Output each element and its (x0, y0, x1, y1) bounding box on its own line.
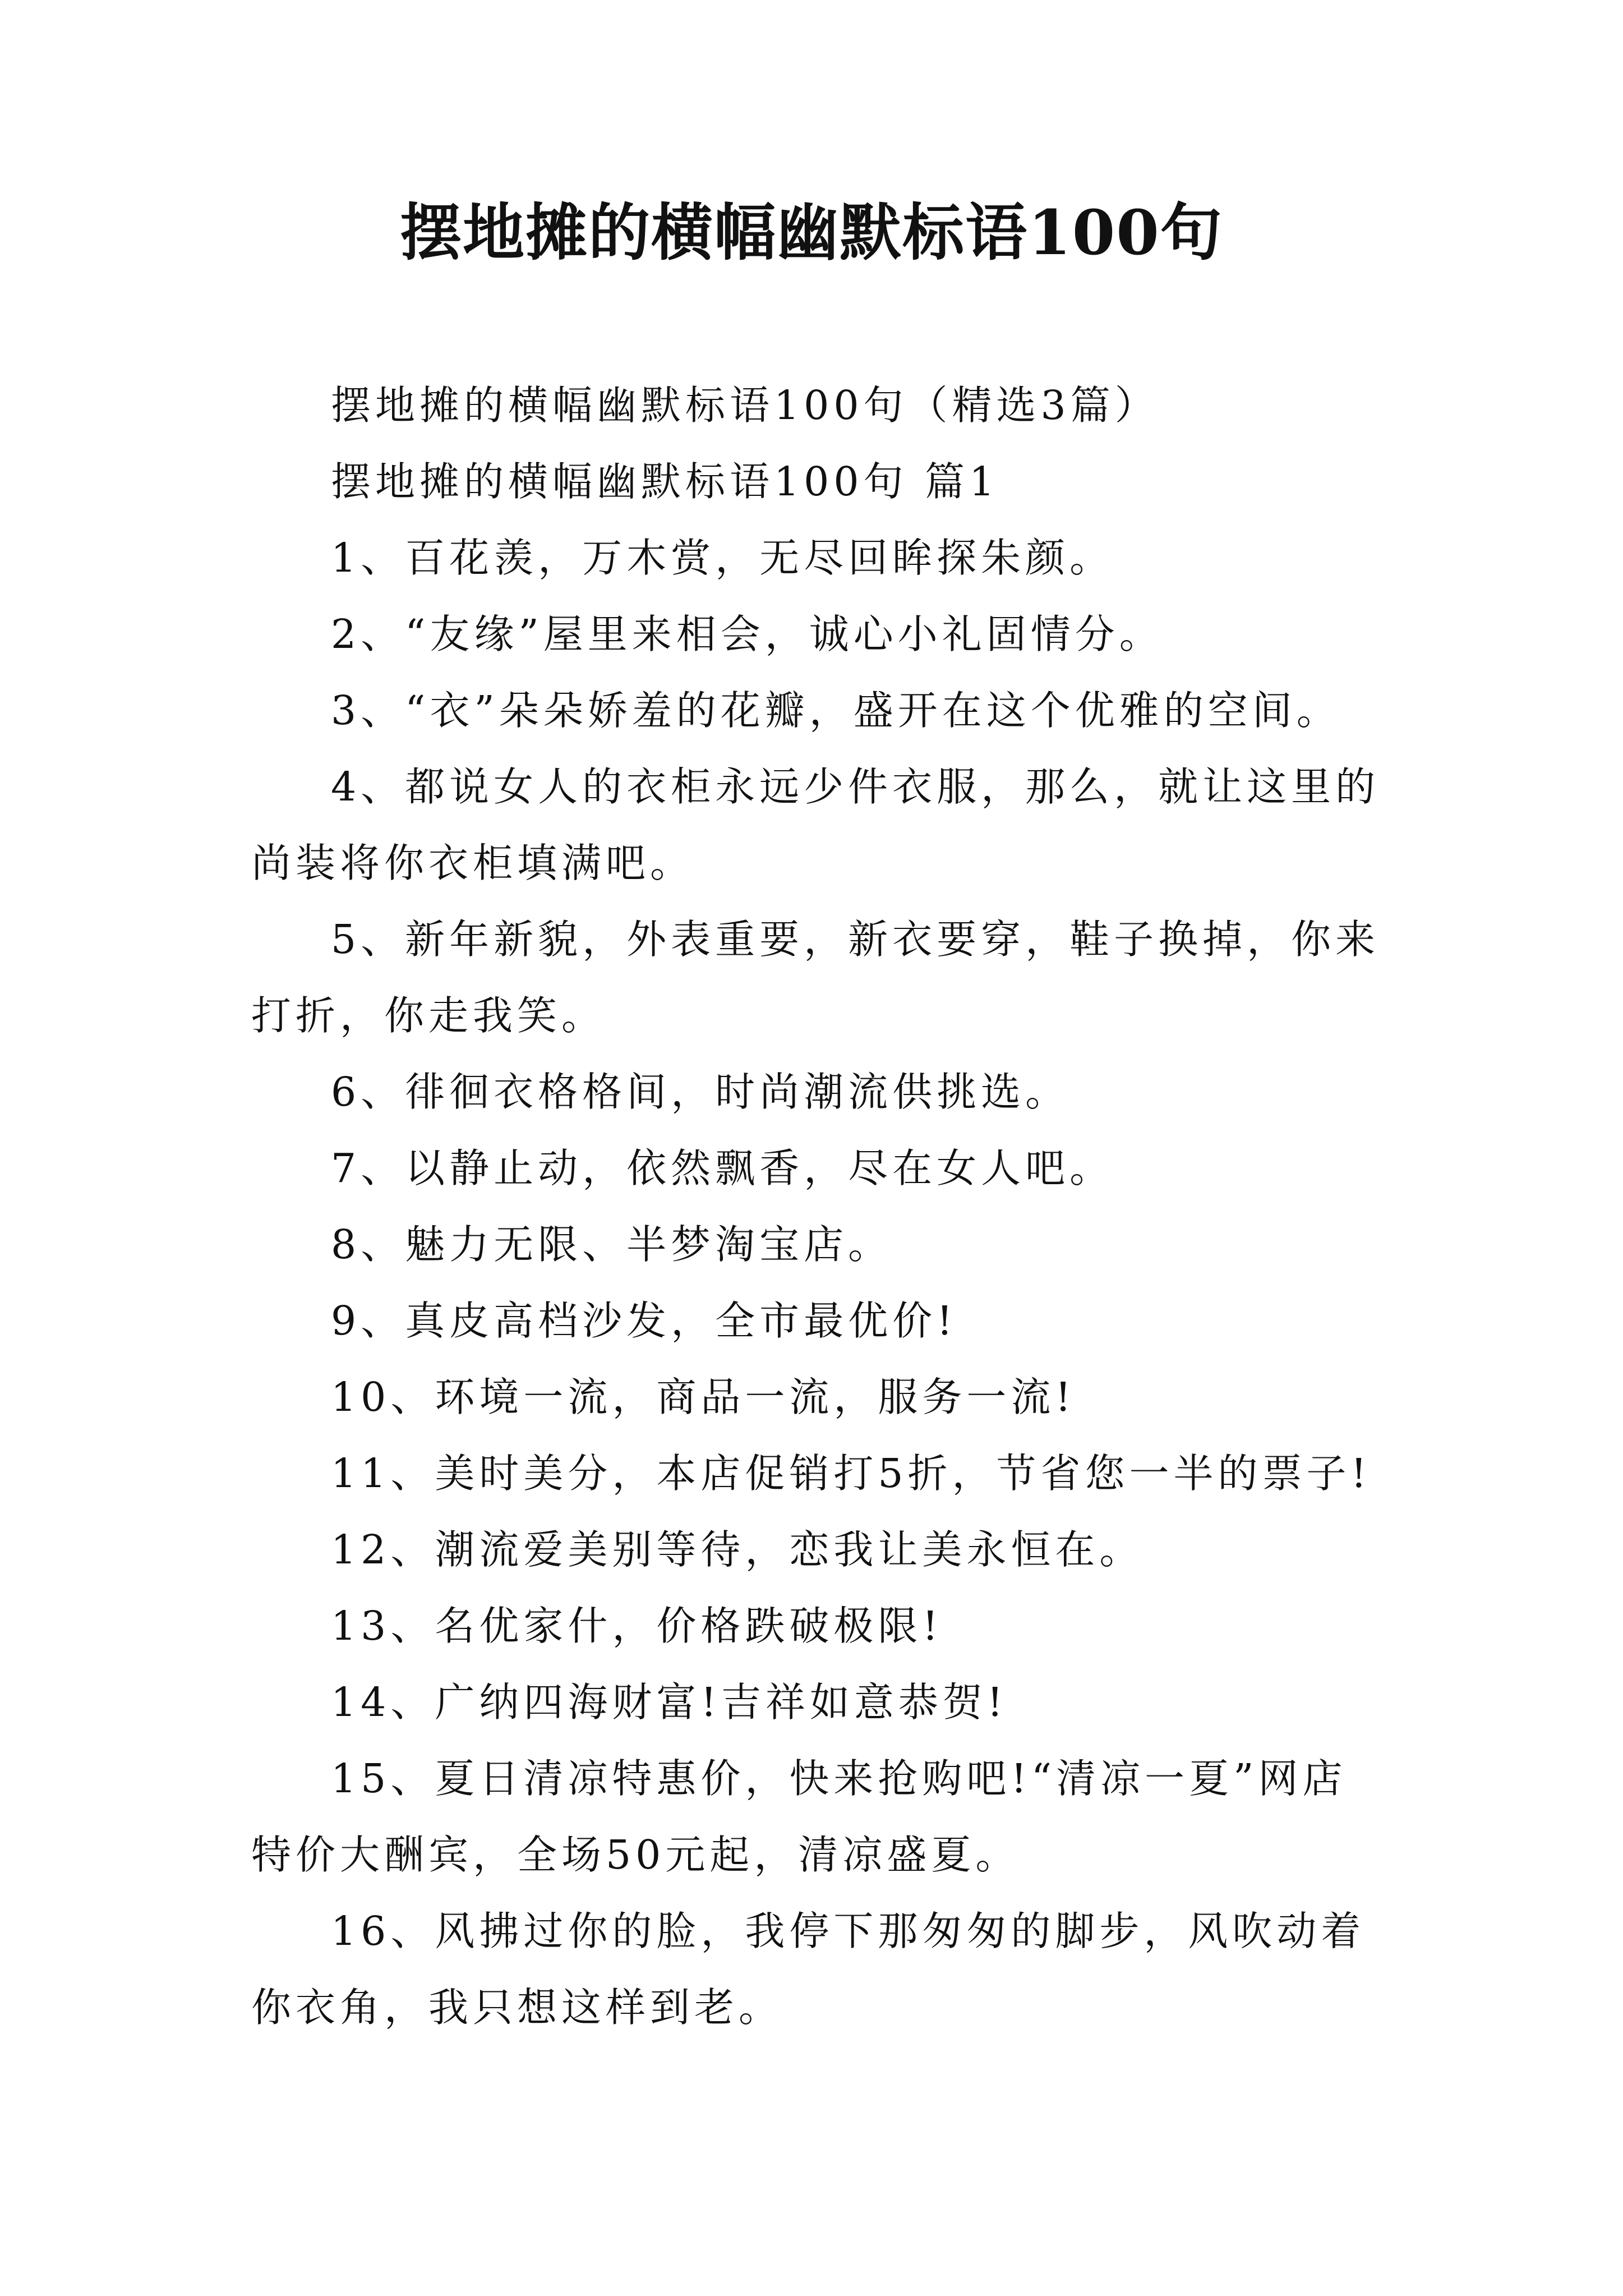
document-subtitle: 摆地摊的横幅幽默标语100句（精选3篇） (331, 382, 1159, 429)
slogan-item: 14、广纳四海财富!吉祥如意恭贺! (331, 1679, 1008, 1726)
slogan-item: 11、美时美分，本店促销打5折，节省您一半的票子! (331, 1450, 1372, 1497)
slogan-item: 10、环境一流，商品一流，服务一流! (331, 1374, 1076, 1420)
slogan-item: 7、以静止动，依然飘香，尽在女人吧。 (331, 1145, 1114, 1191)
slogan-item: 12、潮流爱美别等待，恋我让美永恒在。 (331, 1526, 1144, 1573)
slogan-item: 3、“衣”朵朵娇羞的花瓣，盛开在这个优雅的空间。 (331, 687, 1341, 734)
document-title: 摆地摊的横幅幽默标语100句 (400, 196, 1223, 269)
slogan-item: 16、风拂过你的脸，我停下那匆匆的脚步，风吹动着你衣角，我只想这样到老。 (251, 1908, 1366, 2031)
slogan-item: 13、名优家什，价格跌破极限! (331, 1603, 943, 1649)
slogan-item: 6、徘徊衣格格间，时尚潮流供挑选。 (331, 1069, 1070, 1115)
document-body (251, 367, 1382, 2046)
slogan-item: 1、百花羡，万木赏，无尽回眸探朱颜。 (331, 535, 1114, 581)
slogan-item: 4、都说女人的衣柜永远少件衣服，那么，就让这里的尚装将你衣柜填满吧。 (251, 763, 1380, 886)
slogan-item: 8、魅力无限、半梦淘宝店。 (331, 1221, 893, 1268)
slogan-item: 2、“友缘”屋里来相会，诚心小礼固情分。 (331, 611, 1164, 657)
slogan-item: 9、真皮高档沙发，全市最优价! (331, 1297, 957, 1344)
slogan-item: 5、新年新貌，外表重要，新衣要穿，鞋子换掉，你来打折，你走我笑。 (251, 916, 1380, 1039)
slogan-item: 15、夏日清凉特惠价，快来抢购吧!“清凉一夏”网店特价大酬宾，全场50元起，清凉盛夏。 (251, 1755, 1347, 1878)
section-heading: 摆地摊的横幅幽默标语100句 篇1 (331, 458, 999, 505)
